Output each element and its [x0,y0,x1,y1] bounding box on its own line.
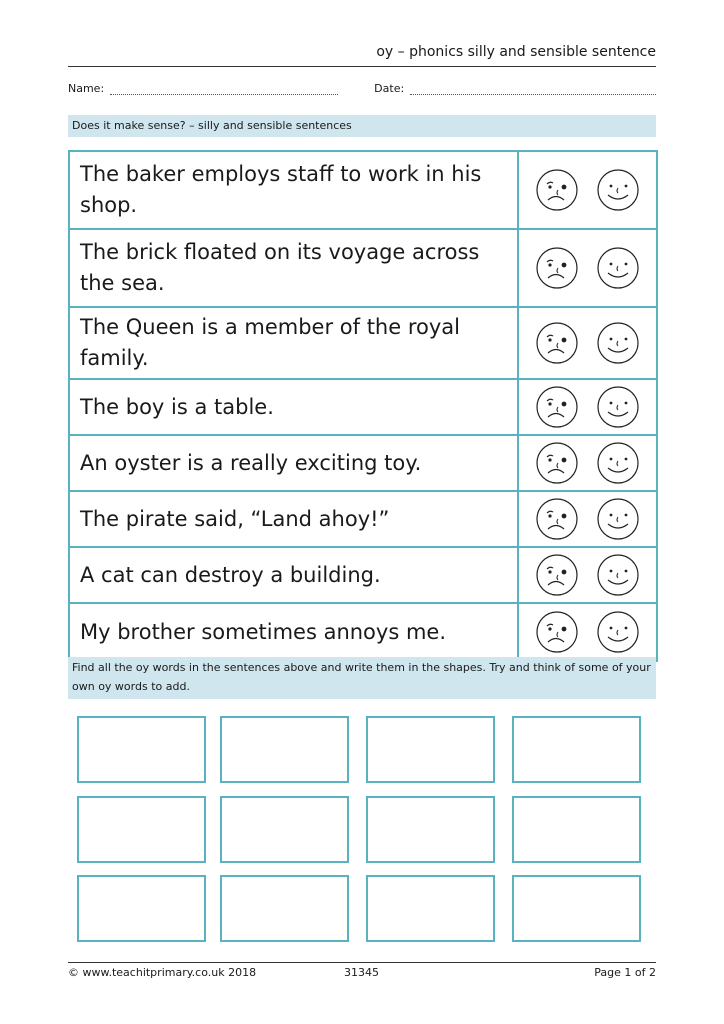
sad-face-icon[interactable] [534,552,580,598]
sentence-row [69,151,657,229]
face-choice-cell [518,307,657,379]
footer-code: 31345 [344,966,379,979]
name-label: Name: [68,82,105,95]
face-choice-pair [519,552,656,598]
word-shape-box[interactable] [220,716,349,783]
face-choice-cell [518,435,657,491]
word-shape-box[interactable] [512,796,641,863]
face-choice-cell [518,603,657,661]
sad-face-icon[interactable] [534,320,580,366]
word-shape-box[interactable] [77,716,206,783]
sentence-row [69,435,657,491]
happy-face-icon[interactable] [595,440,641,486]
word-shape-box[interactable] [220,875,349,942]
sentence-table [68,150,658,662]
header-rule [68,66,656,67]
sentence-row [69,229,657,307]
word-shape-box[interactable] [512,875,641,942]
face-choice-pair [519,320,656,366]
word-shape-box[interactable] [512,716,641,783]
sentence-text: The brick floated on its voyage across the sea. [69,229,518,307]
face-choice-pair [519,496,656,542]
happy-face-icon[interactable] [595,167,641,213]
face-choice-pair [519,609,656,655]
sentence-row [69,307,657,379]
sentence-row [69,491,657,547]
sentence-text: The boy is a table. [69,379,518,435]
word-shape-box[interactable] [220,796,349,863]
instruction-banner-1: Does it make sense? – silly and sensible sentences [68,115,656,137]
face-choice-pair [519,384,656,430]
face-choice-pair [519,245,656,291]
sad-face-icon[interactable] [534,496,580,542]
sentence-text: My brother sometimes annoys me. [69,603,518,661]
date-field[interactable] [410,85,656,95]
sentence-text: The baker employs staff to work in his shop. [69,151,518,229]
happy-face-icon[interactable] [595,552,641,598]
page-title: oy – phonics silly and sensible sentence [376,44,656,60]
happy-face-icon[interactable] [595,320,641,366]
happy-face-icon[interactable] [595,384,641,430]
sentence-text: An oyster is a really exciting toy. [69,435,518,491]
face-choice-cell [518,379,657,435]
sad-face-icon[interactable] [534,167,580,213]
word-shape-box[interactable] [366,796,495,863]
name-date-row [68,82,656,95]
sentence-row [69,547,657,603]
face-choice-cell [518,491,657,547]
word-shape-box[interactable] [366,716,495,783]
sentence-text: A cat can destroy a building. [69,547,518,603]
word-shape-box[interactable] [77,875,206,942]
footer-copyright: © www.teachitprimary.co.uk 2018 [68,966,257,979]
footer-page-number: Page 1 of 2 [594,966,656,979]
face-choice-cell [518,151,657,229]
sentence-text: The pirate said, “Land ahoy!” [69,491,518,547]
happy-face-icon[interactable] [595,609,641,655]
sad-face-icon[interactable] [534,384,580,430]
word-shape-box[interactable] [77,796,206,863]
face-choice-cell [518,229,657,307]
sentence-text: The Queen is a member of the royal family. [69,307,518,379]
sad-face-icon[interactable] [534,440,580,486]
happy-face-icon[interactable] [595,496,641,542]
sad-face-icon[interactable] [534,609,580,655]
sentence-row [69,379,657,435]
sentence-row [69,603,657,661]
footer-rule [68,962,656,963]
sad-face-icon[interactable] [534,245,580,291]
face-choice-cell [518,547,657,603]
happy-face-icon[interactable] [595,245,641,291]
date-label: Date: [374,82,405,95]
face-choice-pair [519,440,656,486]
name-field[interactable] [110,85,338,95]
face-choice-pair [519,167,656,213]
word-shape-box[interactable] [366,875,495,942]
instruction-banner-2: Find all the oy words in the sentences above and write them in the shapes. Try and think of some of your own oy words to add. [68,657,656,699]
